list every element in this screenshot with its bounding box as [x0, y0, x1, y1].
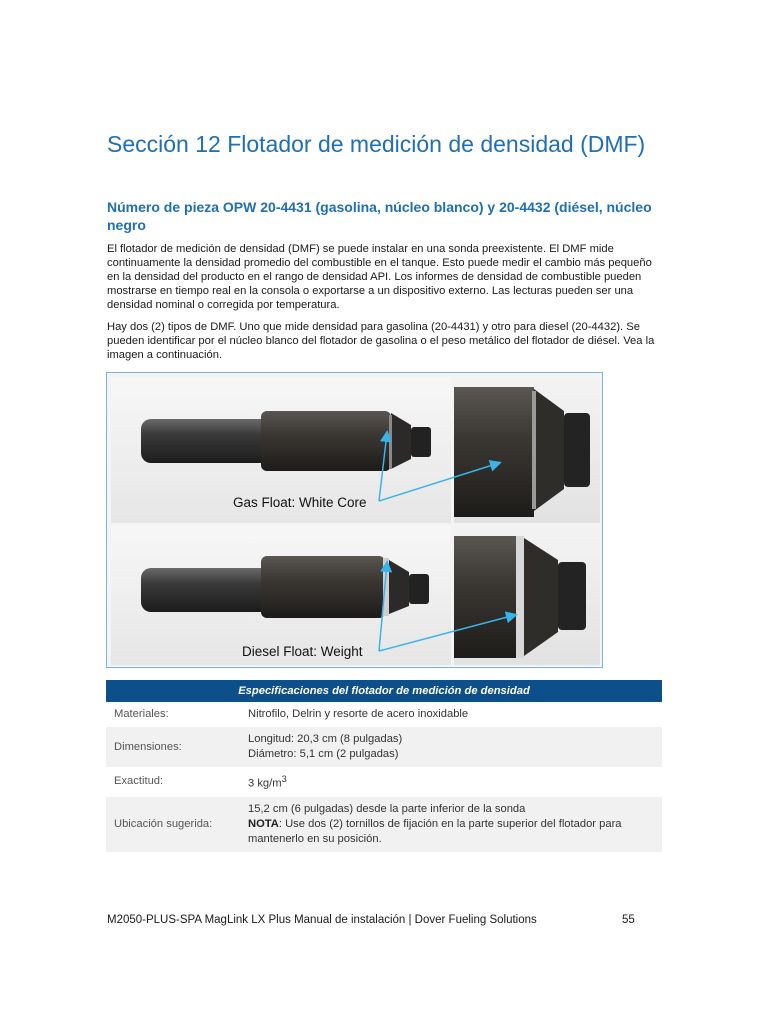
- types-paragraph: Hay dos (2) tipos de DMF. Uno que mide densidad para gasolina (20-4431) y otro para diesel (20-4432). Se pueden identificar por el núcleo blanco del flotador de gasolina o el peso metálico del flotador de diésel. Vea la imagen a continuación.: [107, 321, 655, 361]
- spec-label: Materiales:: [106, 702, 240, 727]
- note-line: [248, 817, 654, 847]
- callout-arrows: [107, 373, 604, 669]
- spec-value: [240, 767, 662, 797]
- table-row: [106, 797, 662, 852]
- float-comparison-figure: [106, 372, 603, 668]
- specs-table: [106, 680, 662, 852]
- diesel-float-label: Diesel Float: Weight: [242, 644, 363, 659]
- note-label: NOTA: [248, 817, 279, 830]
- spec-value-line: 15,2 cm (6 pulgadas) desde la parte inferior de la sonda: [248, 802, 526, 815]
- accuracy-exponent: 3: [281, 774, 287, 784]
- spec-value-line: Diámetro: 5,1 cm (2 pulgadas): [248, 748, 399, 760]
- gas-float-label: Gas Float: White Core: [233, 495, 367, 510]
- page-number: 55: [622, 914, 635, 926]
- spec-value: [240, 797, 662, 852]
- spec-value: [240, 702, 662, 727]
- table-header-row: [106, 680, 662, 702]
- spec-value-line: Longitud: 20,3 cm (8 pulgadas): [248, 733, 403, 745]
- page-footer: M2050-PLUS-SPA MagLink LX Plus Manual de instalación | Dover Fueling Solutions: [107, 914, 537, 926]
- accuracy-value: 3 kg/m: [248, 777, 282, 790]
- table-row: [106, 767, 662, 797]
- spec-value: [240, 727, 662, 767]
- section-title: Sección 12 Flotador de medición de densidad (DMF): [107, 131, 646, 157]
- table-header: Especificaciones del flotador de medición de densidad: [106, 680, 662, 702]
- intro-paragraph: El flotador de medición de densidad (DMF) se puede instalar en una sonda preexistente. El DMF mide continuamente la densidad promedio del combustible en el tanque. Esto puede medir el cambio más pequeño en la densidad del producto en el rango de densidad API. Los informes de densidad de combustible pueden mostrarse en tiempo real en la consola o exportarse a un dispositivo externo. Las lecturas pueden ser una densidad nominal o corregida por temperatura.: [107, 243, 652, 311]
- table-row: [106, 702, 662, 727]
- spec-value-line: Nitrofilo, Delrin y resorte de acero inoxidable: [248, 708, 469, 720]
- note-text: : Use dos (2) tornillos de fijación en la parte superior del flotador para mantenerlo en su posición.: [248, 817, 622, 845]
- part-number-subtitle: Número de pieza OPW 20-4431 (gasolina, núcleo blanco) y 20-4432 (diésel, núcleo negro: [107, 199, 652, 233]
- spec-label: Ubicación sugerida:: [106, 797, 240, 852]
- spec-label: Dimensiones:: [106, 727, 240, 767]
- spec-label: Exactitud:: [106, 767, 240, 797]
- table-row: [106, 727, 662, 767]
